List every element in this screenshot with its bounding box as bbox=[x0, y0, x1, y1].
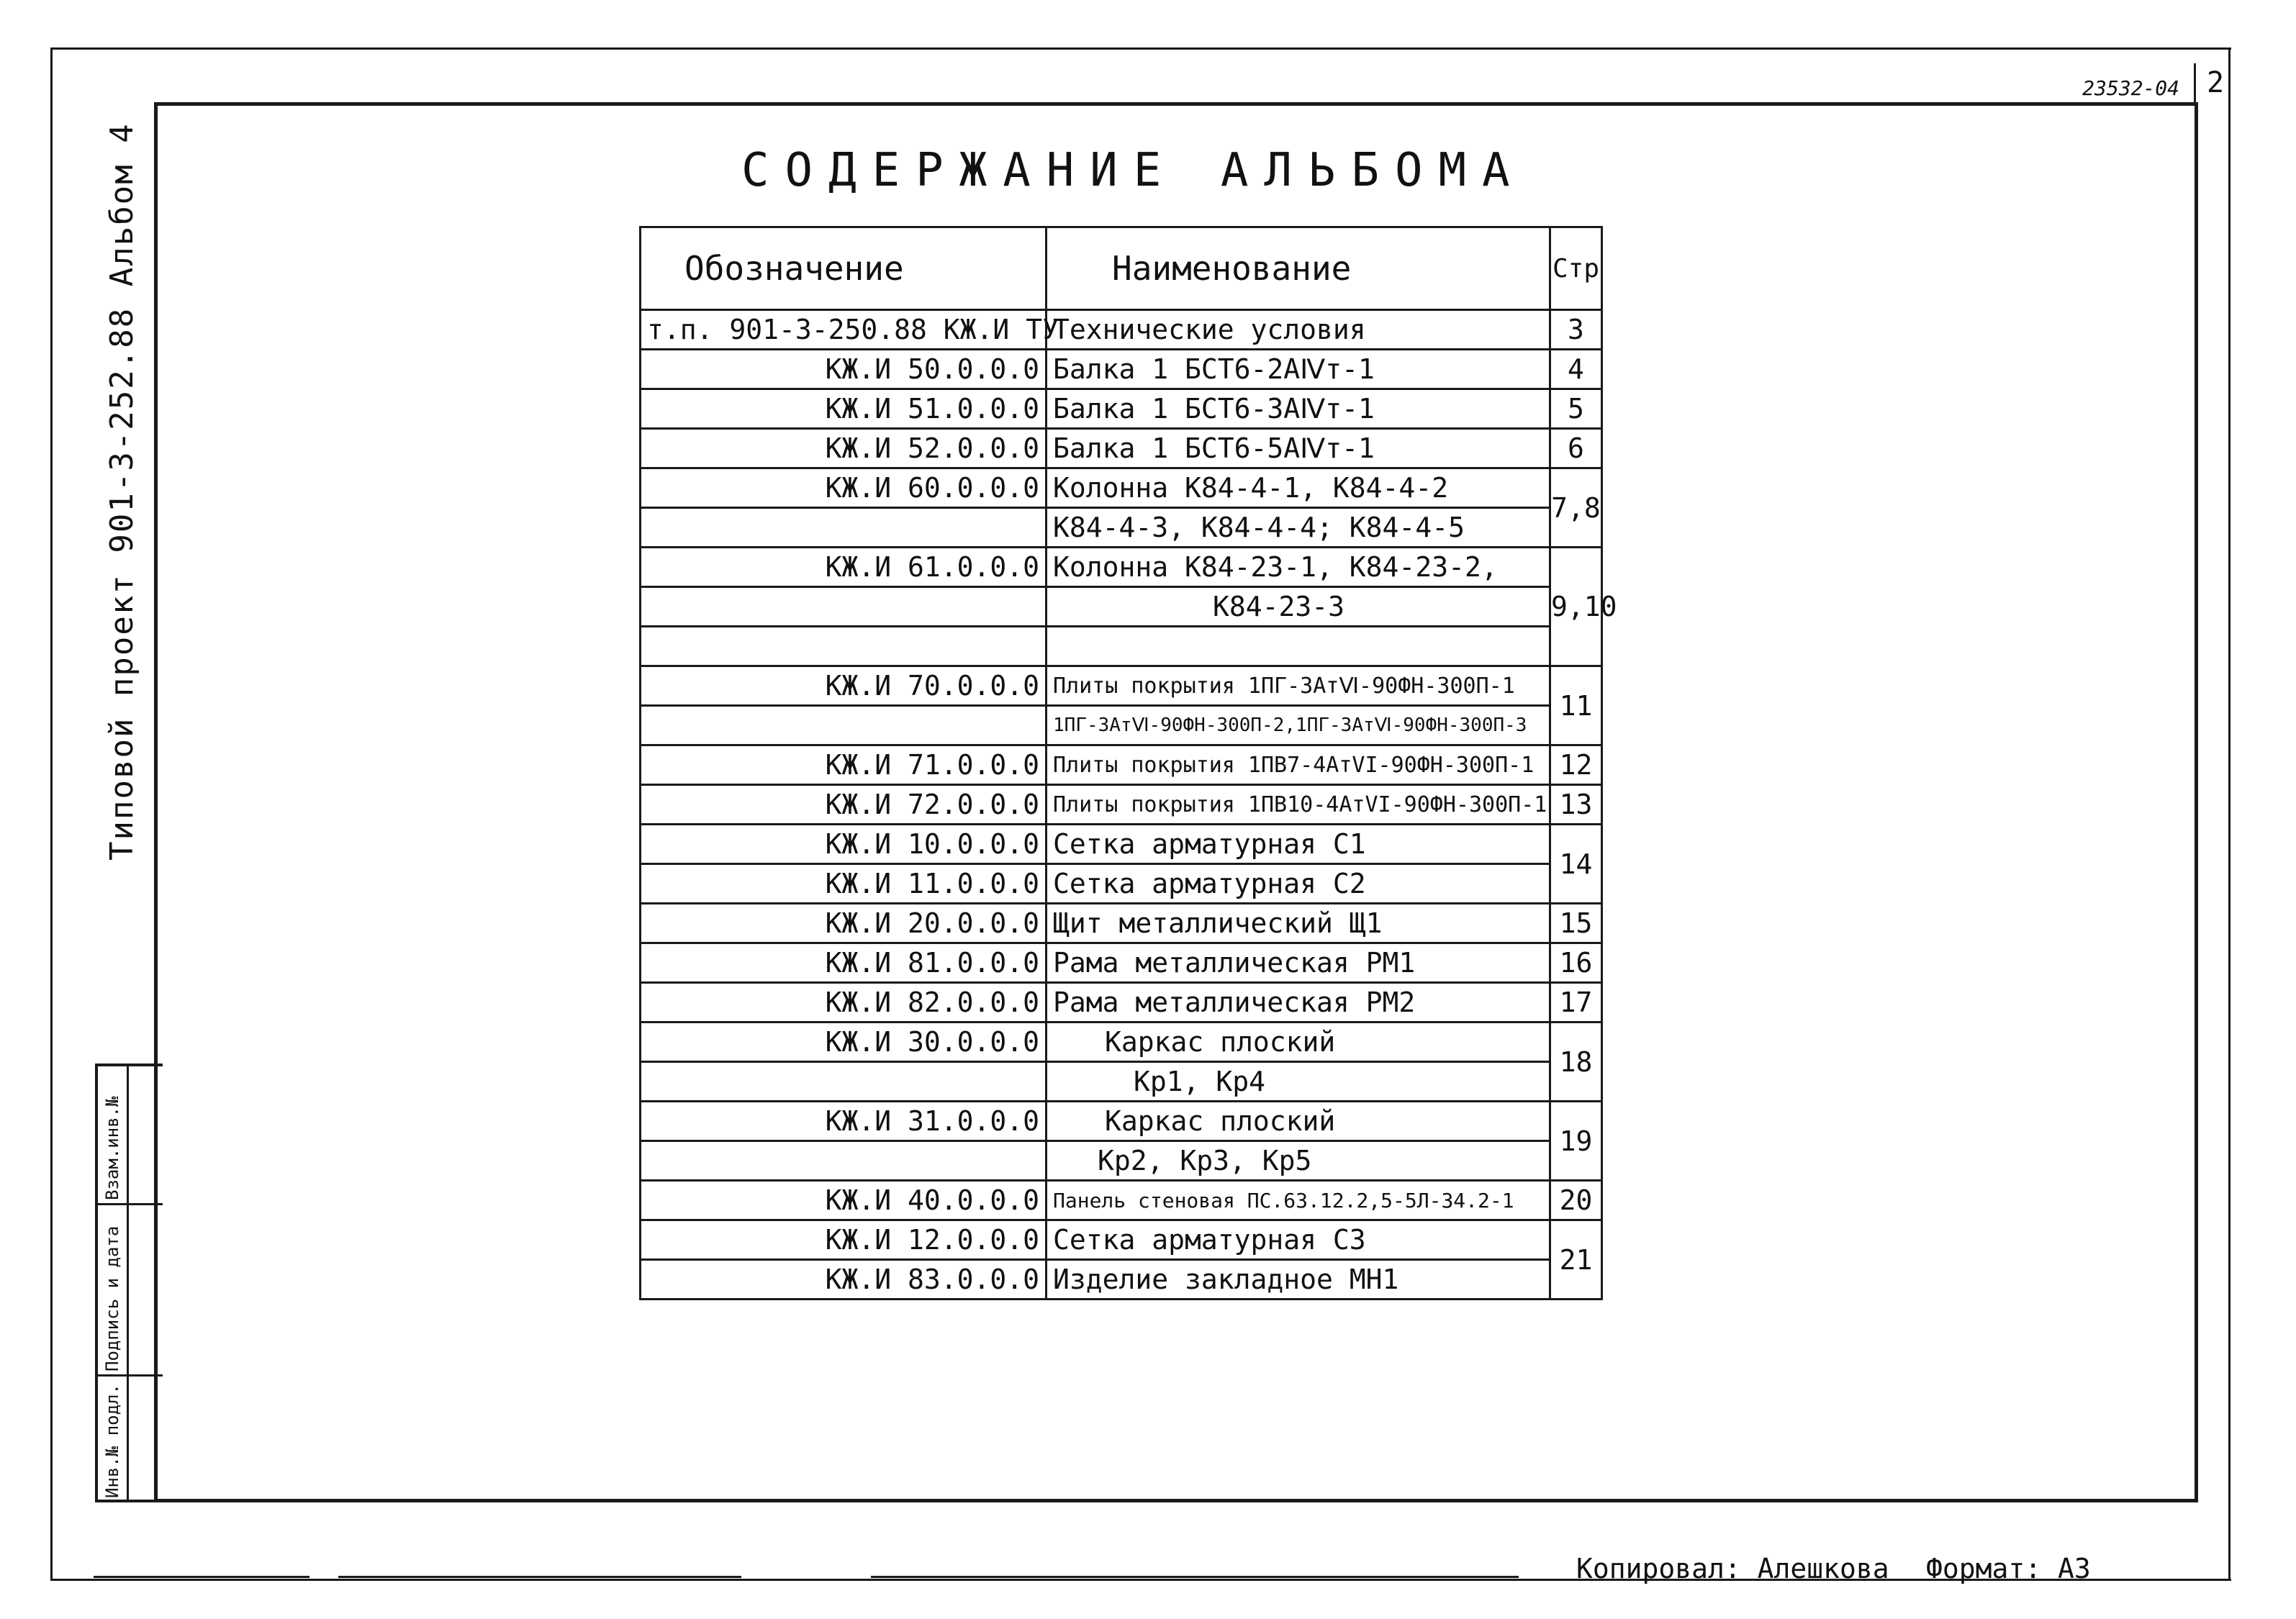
approval-stamp-strip bbox=[95, 1064, 163, 1502]
row-name: Кр2, Кр3, Кр5 bbox=[1047, 1141, 1550, 1181]
row-name: Колонна К84-4-1, К84-4-2 bbox=[1047, 468, 1550, 508]
row-designation: КЖ.И 71.0.0.0 bbox=[641, 745, 1047, 785]
row-designation: КЖ.И 10.0.0.0 bbox=[641, 825, 1047, 864]
table-row bbox=[641, 983, 1602, 1022]
row-name: Каркас плоский bbox=[1047, 1102, 1550, 1141]
row-name: Колонна К84-23-1, К84-23-2, bbox=[1047, 548, 1550, 587]
row-designation: КЖ.И 50.0.0.0 bbox=[641, 350, 1047, 389]
stamp-label-inv-podl: Инв.№ подл. bbox=[102, 1384, 122, 1498]
sheet-number: 2 bbox=[2194, 63, 2235, 102]
row-designation bbox=[641, 1141, 1047, 1181]
row-page: 7,8 bbox=[1550, 468, 1602, 548]
row-page: 6 bbox=[1550, 429, 1602, 468]
bottom-dash-line bbox=[338, 1576, 741, 1578]
row-designation: КЖ.И 52.0.0.0 bbox=[641, 429, 1047, 468]
row-designation bbox=[641, 627, 1047, 666]
stamp-label-vzam-inv: Взам.инв.№ bbox=[102, 1096, 122, 1200]
table-row bbox=[641, 429, 1602, 468]
row-designation: КЖ.И 83.0.0.0 bbox=[641, 1260, 1047, 1300]
row-name: Каркас плоский bbox=[1047, 1022, 1550, 1062]
row-page: 4 bbox=[1550, 350, 1602, 389]
row-page: 16 bbox=[1550, 943, 1602, 983]
row-designation: КЖ.И 72.0.0.0 bbox=[641, 785, 1047, 825]
row-name: Сетка арматурная С1 bbox=[1047, 825, 1550, 864]
table-row bbox=[641, 587, 1602, 627]
row-designation: КЖ.И 60.0.0.0 bbox=[641, 468, 1047, 508]
row-designation bbox=[641, 706, 1047, 745]
row-name: Технические условия bbox=[1047, 310, 1550, 350]
table-row bbox=[641, 1141, 1602, 1181]
row-designation: КЖ.И 82.0.0.0 bbox=[641, 983, 1047, 1022]
row-name: Балка 1 БСТ6-3АⅣт-1 bbox=[1047, 389, 1550, 429]
row-name: Кр1, Кр4 bbox=[1047, 1062, 1550, 1102]
row-designation: КЖ.И 61.0.0.0 bbox=[641, 548, 1047, 587]
bottom-dash-line bbox=[94, 1576, 309, 1578]
header-designation: Обозначение bbox=[641, 227, 1047, 310]
table-row bbox=[641, 468, 1602, 508]
row-page: 15 bbox=[1550, 904, 1602, 943]
row-designation bbox=[641, 1062, 1047, 1102]
row-name: К84-4-3, К84-4-4; К84-4-5 bbox=[1047, 508, 1550, 548]
row-designation: КЖ.И 40.0.0.0 bbox=[641, 1181, 1047, 1220]
table-row bbox=[641, 310, 1602, 350]
header-page: Стр bbox=[1550, 227, 1602, 310]
row-page: 9,10 bbox=[1550, 548, 1602, 666]
table-row bbox=[641, 1022, 1602, 1062]
row-name: Плиты покрытия 1ПВ7-4АтVI-90ФН-300П-1 bbox=[1047, 745, 1550, 785]
row-designation: КЖ.И 12.0.0.0 bbox=[641, 1220, 1047, 1260]
right-guide-line bbox=[2228, 47, 2231, 1580]
row-page: 11 bbox=[1550, 666, 1602, 745]
row-page: 17 bbox=[1550, 983, 1602, 1022]
table-row bbox=[641, 548, 1602, 587]
side-title: Типовой проект 901-3-252.88 Альбом 4 bbox=[104, 122, 140, 861]
row-page: 3 bbox=[1550, 310, 1602, 350]
row-name: Балка 1 БСТ6-5АⅣт-1 bbox=[1047, 429, 1550, 468]
table-row bbox=[641, 389, 1602, 429]
row-designation: т.п. 901-3-250.88 КЖ.И ТУ bbox=[641, 310, 1047, 350]
row-designation bbox=[641, 508, 1047, 548]
row-designation: КЖ.И 51.0.0.0 bbox=[641, 389, 1047, 429]
row-page: 13 bbox=[1550, 785, 1602, 825]
table-row bbox=[641, 508, 1602, 548]
footer-format: Формат: А3 bbox=[1926, 1553, 2091, 1584]
row-name: Плиты покрытия 1ПВ10-4АтVI-90ФН-300П-1 bbox=[1047, 785, 1550, 825]
row-name: К84-23-3 bbox=[1047, 587, 1550, 627]
row-page: 14 bbox=[1550, 825, 1602, 904]
table-row bbox=[641, 785, 1602, 825]
row-name: Рама металлическая РМ2 bbox=[1047, 983, 1550, 1022]
row-page: 5 bbox=[1550, 389, 1602, 429]
row-name: Рама металлическая РМ1 bbox=[1047, 943, 1550, 983]
row-designation: КЖ.И 11.0.0.0 bbox=[641, 864, 1047, 904]
page-title: СОДЕРЖАНИЕ АЛЬБОМА bbox=[741, 144, 1526, 197]
left-guide-line bbox=[50, 47, 53, 1580]
row-designation: КЖ.И 70.0.0.0 bbox=[641, 666, 1047, 706]
table-row bbox=[641, 627, 1602, 666]
table-row bbox=[641, 1062, 1602, 1102]
row-name: Панель стеновая ПС.63.12.2,5-5Л-34.2-1 bbox=[1047, 1181, 1550, 1220]
row-name: 1ПГ-3АтⅥ-90ФН-300П-2,1ПГ-3АтⅥ-90ФН-300П-3 bbox=[1047, 706, 1550, 745]
row-name: Сетка арматурная С2 bbox=[1047, 864, 1550, 904]
row-name: Изделие закладное МН1 bbox=[1047, 1260, 1550, 1300]
header-name: Наименование bbox=[1047, 227, 1550, 310]
row-page: 12 bbox=[1550, 745, 1602, 785]
row-name: Щит металлический Щ1 bbox=[1047, 904, 1550, 943]
row-name: Плиты покрытия 1ПГ-3АтⅥ-90ФН-300П-1 bbox=[1047, 666, 1550, 706]
footer-copied-by: Копировал: Алешкова bbox=[1576, 1553, 1889, 1584]
table-row bbox=[641, 943, 1602, 983]
stamp-label-signature-date: Подпись и дата bbox=[102, 1225, 122, 1371]
table-row bbox=[641, 1220, 1602, 1260]
table-row bbox=[641, 666, 1602, 706]
table-row bbox=[641, 745, 1602, 785]
table-row bbox=[641, 350, 1602, 389]
row-designation: КЖ.И 20.0.0.0 bbox=[641, 904, 1047, 943]
table-row bbox=[641, 864, 1602, 904]
table-row bbox=[641, 1181, 1602, 1220]
table-row bbox=[641, 1260, 1602, 1300]
row-designation: КЖ.И 31.0.0.0 bbox=[641, 1102, 1047, 1141]
row-name: Сетка арматурная С3 bbox=[1047, 1220, 1550, 1260]
table-row bbox=[641, 1102, 1602, 1141]
row-page: 21 bbox=[1550, 1220, 1602, 1300]
top-guide-line bbox=[50, 47, 2231, 50]
row-name: Балка 1 БСТ6-2АⅣт-1 bbox=[1047, 350, 1550, 389]
contents-table bbox=[639, 226, 1617, 1300]
row-name bbox=[1047, 627, 1550, 666]
row-page: 19 bbox=[1550, 1102, 1602, 1181]
row-page: 18 bbox=[1550, 1022, 1602, 1102]
bottom-guide-line bbox=[50, 1579, 2231, 1581]
bottom-dash-line bbox=[871, 1576, 1519, 1578]
row-designation bbox=[641, 587, 1047, 627]
row-designation: КЖ.И 30.0.0.0 bbox=[641, 1022, 1047, 1062]
row-designation: КЖ.И 81.0.0.0 bbox=[641, 943, 1047, 983]
table-header-row bbox=[641, 227, 1602, 310]
table-row bbox=[641, 706, 1602, 745]
row-page: 20 bbox=[1550, 1181, 1602, 1220]
document-number: 23532-04 bbox=[2082, 76, 2179, 100]
table-row bbox=[641, 904, 1602, 943]
table-row bbox=[641, 825, 1602, 864]
